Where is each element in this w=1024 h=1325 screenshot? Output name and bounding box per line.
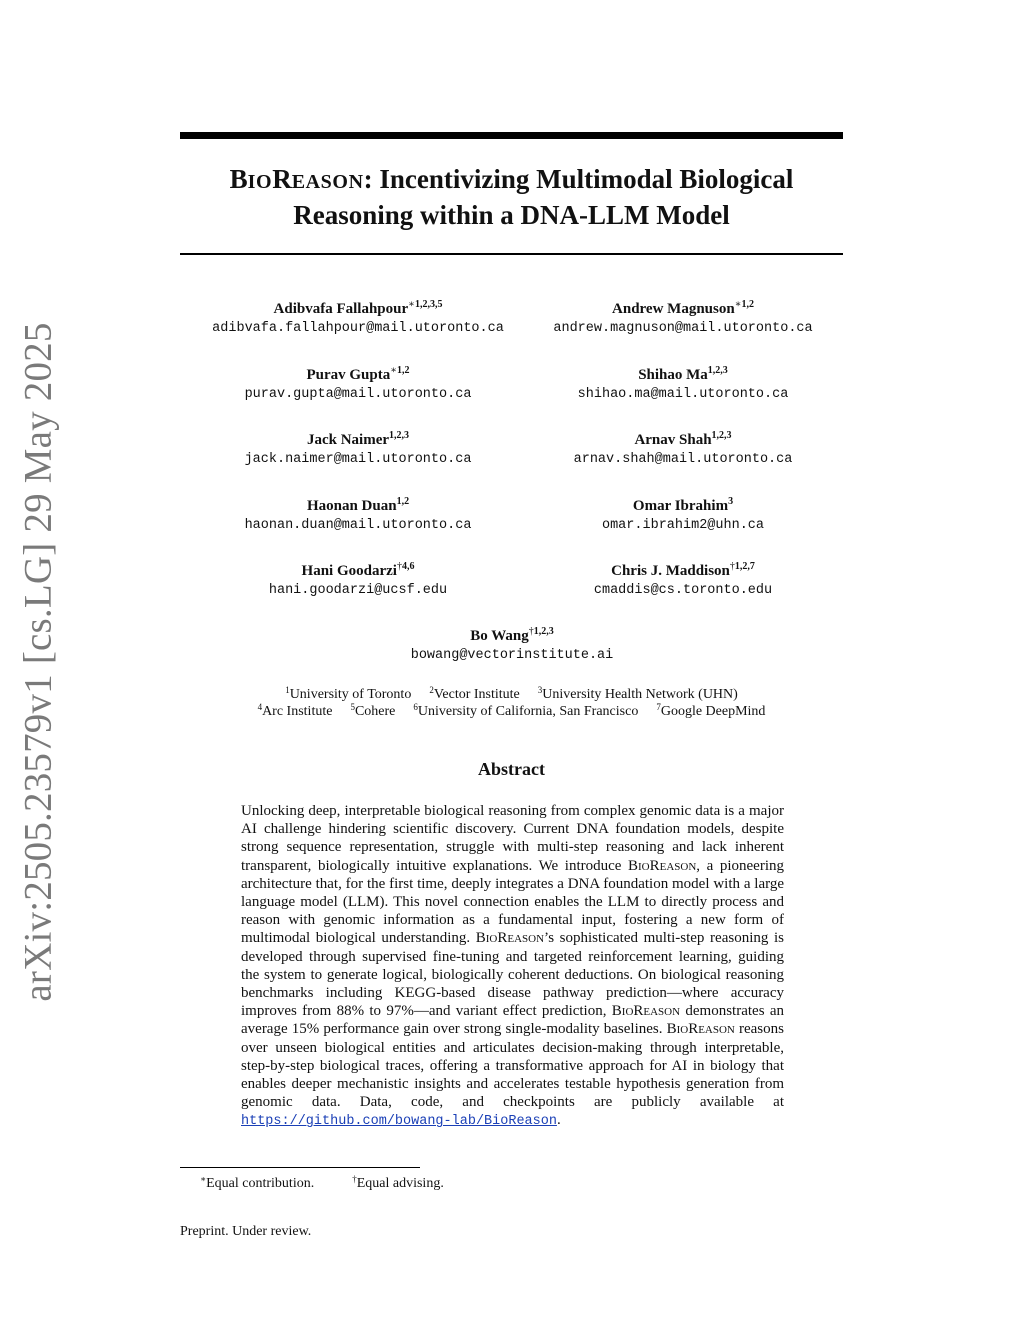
author-name: Haonan Duan: [306, 498, 397, 514]
arxiv-id-text: arXiv:2505.23579v1 [cs.LG] 29 May 2025: [16, 322, 60, 1002]
affiliation: $^1$University of Toronto: [285, 685, 412, 702]
affiliation: $^7$Google DeepMind: [656, 702, 766, 719]
title-line2: Reasoning within a DNA-LLM Model: [293, 200, 730, 230]
author-block: Arnav Shah$^{1,2,3}$ arnav.shah@mail.utoronto.ca: [493, 431, 873, 469]
author-email: bowang@vectorinstitute.ai: [410, 648, 614, 663]
author-email: haonan.duan@mail.utoronto.ca: [244, 518, 472, 533]
author-email: cmaddis@cs.toronto.edu: [593, 583, 773, 598]
title-bioreason: BIOREASON: [229, 164, 364, 194]
footnote-equal-advising: †Equal advising.: [352, 1174, 444, 1191]
author-name: Purav Gupta: [306, 367, 391, 383]
abstract-body: Unlocking deep, interpretable biological reasoning from complex genomic data is a major AI challenge hindering scientific discovery. Current DNA foundation models, despite strong sequence representation, struggle with multi-step reasoning and lack inherent transparent, biologically intuitive explanations. We introduce BioReason, a pioneering architecture that, for the first time, deeply integrates a DNA foundation model with a large language model (LLM). This novel connection enables the LLM to directly process and reason with genomic information as a fundamental input, fostering a new form of multimodal biological understanding. BioReason’s sophisticated multi-step reasoning is developed through supervised fine-tuning and targeted reinforcement learning, guiding the system to generate logical, biologically coherent deductions. On biological reasoning benchmarks including KEGG-based disease pathway prediction—where accuracy improves from 88% to 97%—and variant effect prediction, BioReason demonstrates an average 15% performance gain over strong single-modality baselines. BioReason reasons over unseen biological entities and articulates decision-making through interpretable, step-by-step biological traces, offering a transformative approach for AI in biology that enables deeper mechanistic insights and accelerates testable hypothesis generation from genomic data. Data, code, and checkpoints are publicly available at https://github.com/bowang-lab/BioReason.: [241, 803, 784, 1130]
preprint-status: Preprint. Under review.: [180, 1224, 312, 1239]
author-block: Hani Goodarzi$^{\dagger 4,6}$ hani.goodarzi@ucsf.edu: [168, 562, 548, 600]
author-email: arnav.shah@mail.utoronto.ca: [573, 452, 793, 467]
footnote-rule: [180, 1167, 420, 1168]
author-email: shihao.ma@mail.utoronto.ca: [577, 387, 789, 402]
author-block: Andrew Magnuson$^{∗1,2}$ andrew.magnuson@mail.utoronto.ca: [493, 300, 873, 338]
author-block: Jack Naimer$^{1,2,3}$ jack.naimer@mail.utoronto.ca: [168, 431, 548, 469]
author-email: andrew.magnuson@mail.utoronto.ca: [553, 321, 813, 336]
affiliation: $^3$University Health Network (UHN): [537, 685, 738, 702]
arxiv-identifier-stamp: [8, 322, 68, 1002]
author-block: Chris J. Maddison$^{\dagger 1,2,7}$ cmaddis@cs.toronto.edu: [493, 562, 873, 600]
title-line1-rest: : Incentivizing Multimodal Biological: [363, 164, 794, 194]
footnotes: [200, 1175, 444, 1193]
footnote-equal-contribution: ∗Equal contribution.: [200, 1174, 315, 1191]
author-name: Bo Wang: [470, 628, 529, 644]
affiliation: $^5$Cohere: [350, 702, 396, 719]
author-name: Jack Naimer: [306, 432, 390, 448]
affiliations-line-1: [180, 686, 843, 704]
author-name: Andrew Magnuson: [612, 301, 735, 317]
author-name: Hani Goodarzi: [301, 563, 397, 579]
author-email: jack.naimer@mail.utoronto.ca: [244, 452, 472, 467]
abstract-heading: Abstract: [478, 759, 545, 779]
author-email: adibvafa.fallahpour@mail.utoronto.ca: [212, 321, 504, 336]
author-name: Omar Ibrahim: [632, 498, 729, 514]
author-block: Shihao Ma$^{1,2,3}$ shihao.ma@mail.utoronto.ca: [493, 366, 873, 404]
author-block: Purav Gupta$^{∗1,2}$ purav.gupta@mail.utoronto.ca: [168, 366, 548, 404]
author-email: purav.gupta@mail.utoronto.ca: [244, 387, 472, 402]
author-email: omar.ibrahim2@uhn.ca: [601, 518, 765, 533]
affiliations-line-2: [180, 703, 843, 721]
github-repo-link[interactable]: https://github.com/bowang-lab/BioReason: [241, 1114, 557, 1130]
author-email: hani.goodarzi@ucsf.edu: [268, 583, 448, 598]
title-top-rule: [180, 132, 843, 139]
author-block: Bo Wang$^{\dagger 1,2,3}$ bowang@vectorinstitute.ai: [322, 627, 702, 665]
author-name: Arnav Shah: [634, 432, 712, 448]
affiliation: $^6$University of California, San Francisco: [413, 702, 639, 719]
author-name: Adibvafa Fallahpour: [273, 301, 409, 317]
affiliation: $^2$Vector Institute: [429, 685, 520, 702]
title-bottom-rule: [180, 253, 843, 255]
author-name: Shihao Ma: [638, 367, 708, 383]
paper-title: [180, 163, 843, 232]
author-name: Chris J. Maddison: [611, 563, 730, 579]
affiliation: $^4$Arc Institute: [257, 702, 333, 719]
author-block: Omar Ibrahim$^3$ omar.ibrahim2@uhn.ca: [493, 497, 873, 535]
author-block: Haonan Duan$^{1,2}$ haonan.duan@mail.utoronto.ca: [168, 497, 548, 535]
author-block: Adibvafa Fallahpour$^{∗1,2,3,5}$ adibvafa.fallahpour@mail.utoronto.ca: [168, 300, 548, 338]
